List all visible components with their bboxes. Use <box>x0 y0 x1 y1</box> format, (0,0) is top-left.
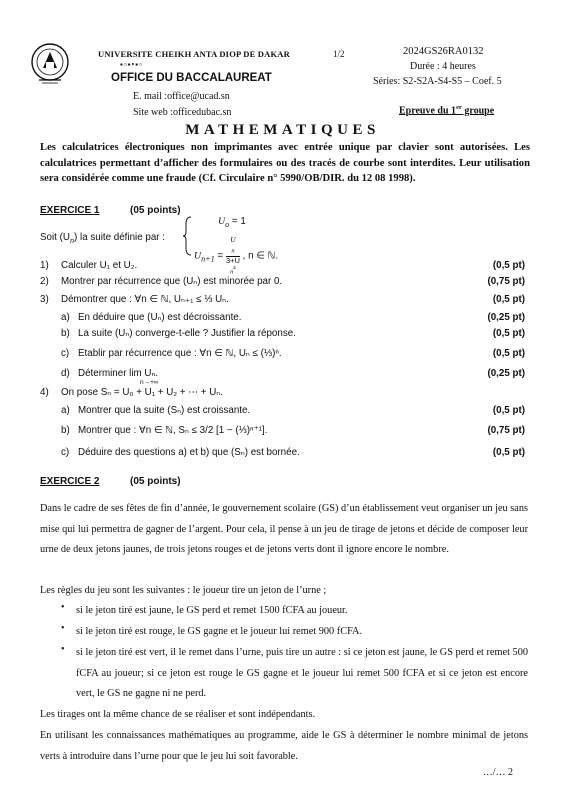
q3-text: Démontrer que : ∀n ∈ ℕ, Uₙ₊₁ ≤ ⅓ Uₙ. <box>61 294 229 305</box>
q4b-number: b) <box>61 425 70 436</box>
next-page-indicator: …/… 2 <box>482 767 513 778</box>
page-indicator: 1/2 <box>333 49 345 59</box>
q2-points: (0,75 pt) <box>487 276 525 287</box>
q4b-points: (0,75 pt) <box>487 425 525 436</box>
exam-series: Séries: S2-S2A-S4-S5 – Coef. 5 <box>373 76 502 87</box>
q4a-text: Montrer que la suite (Sₙ) est croissante. <box>78 405 251 416</box>
sequence-intro: Soit $(U_n)$ la suite définie par : <box>40 232 165 245</box>
exercise2-heading: EXERCICE 2 <box>40 476 100 487</box>
limit-subscript: n→+∞ <box>140 379 159 386</box>
q3a-number: a) <box>61 312 70 323</box>
exam-duration: Durée : 4 heures <box>410 61 476 72</box>
q3-number: 3) <box>40 294 49 305</box>
q4c-text: Déduire des questions a) et b) que (Sₙ) est bornée. <box>78 447 300 458</box>
q3c-text: Etablir par récurrence que : ∀n ∈ ℕ, Uₙ ≤ (⅓)ⁿ. <box>78 348 282 359</box>
q3a-text: En déduire que (Uₙ) est décroissante. <box>78 312 242 323</box>
q3c-number: c) <box>61 348 70 359</box>
q4a-number: a) <box>61 405 70 416</box>
q4c-points: (0,5 pt) <box>492 447 525 458</box>
office-name: OFFICE DU BACCALAUREAT <box>111 72 272 84</box>
rule-yellow: si le jeton tiré est jaune, le GS perd et remet 1500 fCFA au joueur. <box>76 605 348 616</box>
independence-statement: Les tirages ont la même chance de se réaliser et sont indépendants. <box>40 709 316 720</box>
q3d-points: (0,25 pt) <box>487 368 525 379</box>
page-title: MATHEMATIQUES <box>185 122 380 138</box>
u0-definition: $U_o = 1$ <box>218 216 246 229</box>
q3c-points: (0,5 pt) <box>492 348 525 359</box>
exercise2-points: (05 points) <box>130 476 181 487</box>
office-email: E. mail :office@ucad.sn <box>133 91 230 102</box>
q4b-text: Montrer que : ∀n ∈ ℕ, Sₙ ≤ 3/2 [1 − (⅓)ⁿ⁺¹]. <box>78 425 268 436</box>
q3a-points: (0,25 pt) <box>487 312 525 323</box>
q4a-points: (0,5 pt) <box>492 405 525 416</box>
q3b-number: b) <box>61 328 70 339</box>
q2-number: 2) <box>40 276 49 287</box>
q1-text: Calculer U₁ et U₂. <box>61 260 138 271</box>
q3d-number: d) <box>61 368 70 379</box>
exam-group: Epreuve du 1er groupe <box>399 104 495 117</box>
office-website: Site web :officedubac.sn <box>133 107 232 118</box>
exercise2-question: En utilisant les connaissances mathématiques au programme, aide le GS à déterminer le nombre minimal de jetons verts à introduire dans l’urne pour que le jeu lui soit favorable. <box>40 730 528 762</box>
exercise2-context: Dans le cadre de ses fêtes de fin d’année, le gouvernement scolaire (GS) d’un établissement veut organiser un jeu sans mise qui lui permettra de gagner de l’argent. Pour cela, il pense à un jeu de tirage de jetons et décide de composer leur urne de deux jetons jaunes, de trois jetons rouges et de jetons verts dont il ignore encore le nombre. <box>40 503 528 556</box>
rule-red: si le jeton tiré est rouge, le GS gagne et le joueur lui remet 900 fCFA. <box>76 626 363 637</box>
q3-points: (0,5 pt) <box>492 294 525 305</box>
recurrence-definition: $U_{n+1}$ = U $_n$ 3+U $_n$² , n ∈ ℕ. <box>194 235 279 275</box>
q3d-text: Déterminer lim Uₙ. <box>78 368 159 379</box>
q4-text: On pose Sₙ = U₀ + U₁ + U₂ + ⋯ + Uₙ. <box>61 387 223 398</box>
ornament: ▪▫▪•▪▫ <box>120 60 143 69</box>
exercise1-heading: EXERCICE 1 <box>40 205 100 216</box>
brace-icon <box>182 216 192 256</box>
q3b-text: La suite (Uₙ) converge-t-elle ? Justifier la réponse. <box>78 328 296 339</box>
university-seal-icon <box>30 42 70 86</box>
q3b-points: (0,5 pt) <box>492 328 525 339</box>
q2-text: Montrer par récurrence que (Uₙ) est minorée par 0. <box>61 276 283 287</box>
bullet-marker: • <box>61 602 65 613</box>
calculator-warning: Les calculatrices électroniques non imprimantes avec entrée unique par clavier sont autorisées. Les calculatrices permettant d’afficher des formulaires ou des tracés de courbe sont interdites. Leur utilisation sera considérée comme une fraude (Cf. Circulaire n° 5990/OB/DIR. du 12 08 1998). <box>40 142 530 185</box>
bullet-marker: • <box>61 644 65 655</box>
exam-code: 2024GS26RA0132 <box>403 46 484 57</box>
q4-number: 4) <box>40 387 49 398</box>
rule-green: si le jeton tiré est vert, il le remet dans l’urne, puis tire un autre : si ce jeton est jaune, le GS perd et remet 500 fCFA au joueur; si ce jeton est rouge le GS gagne et le joueur lui remet 500 fCFA et si ce jeton est encore vert, le GS ne gagne ni ne perd. <box>76 647 528 699</box>
university-name: UNIVERSITE CHEIKH ANTA DIOP DE DAKAR <box>98 49 290 59</box>
q1-number: 1) <box>40 260 49 271</box>
exercise1-points: (05 points) <box>130 205 181 216</box>
bullet-marker: • <box>61 623 65 634</box>
q1-points: (0,5 pt) <box>492 260 525 271</box>
q4c-number: c) <box>61 447 70 458</box>
exercise2-rules-intro: Les règles du jeu sont les suivantes : le joueur tire un jeton de l’urne ; <box>40 585 327 596</box>
